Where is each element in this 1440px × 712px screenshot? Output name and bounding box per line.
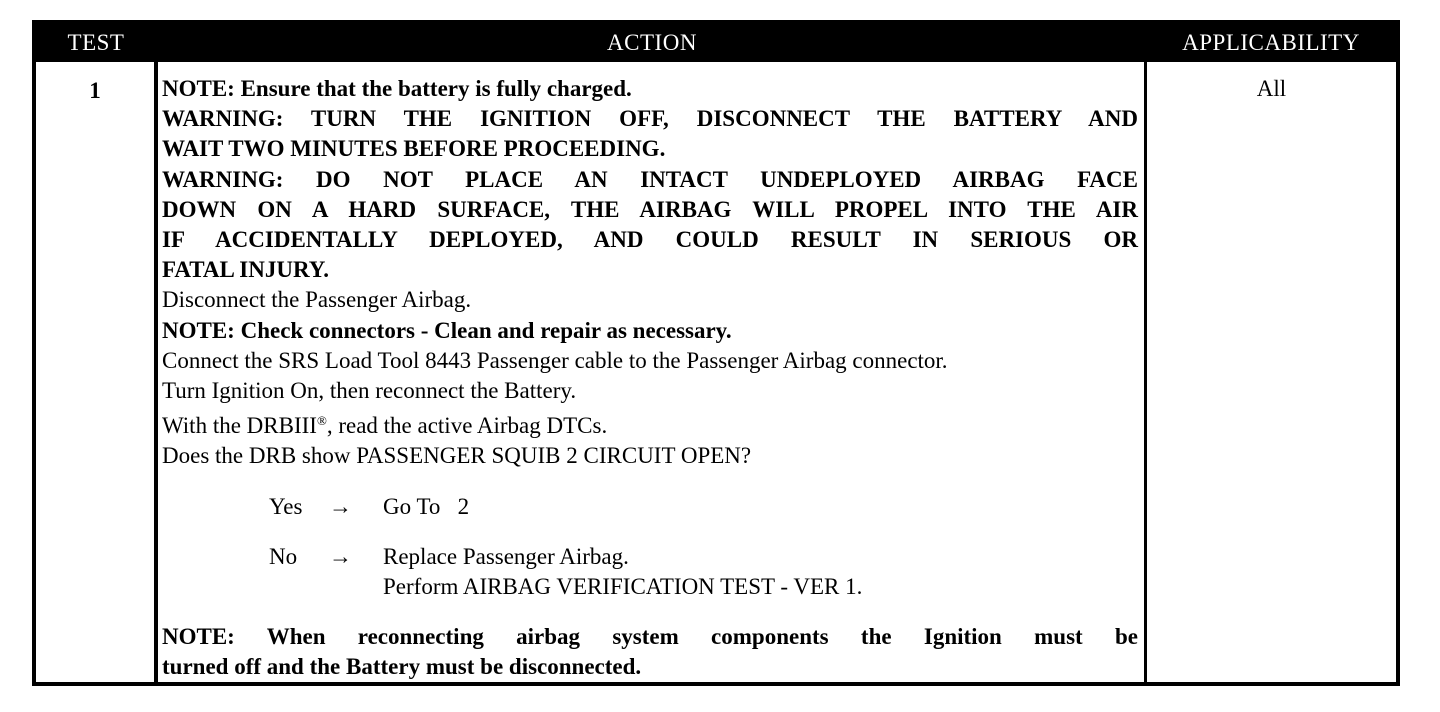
branch-no-label: No	[269, 543, 298, 569]
warning-ignition-line-1: WARNING: TURN THE IGNITION OFF, DISCONNECT THE BATTERY AND	[162, 106, 1138, 132]
branch-no-result-line-1: Replace Passenger Airbag.	[383, 543, 629, 569]
branch-no-continued	[269, 572, 1138, 602]
branch-yes	[269, 492, 1138, 522]
header-test: TEST	[67, 30, 125, 55]
step-disconnect-airbag: Disconnect the Passenger Airbag.	[162, 287, 472, 313]
branch-no-result-line-2: Perform AIRBAG VERIFICATION TEST - VER 1.	[383, 573, 863, 599]
branch-no	[269, 542, 1138, 572]
column-divider-test-action	[154, 62, 158, 682]
warning-airbag-line-1: WARNING: DO NOT PLACE AN INTACT UNDEPLOYED AIRBAG FACE	[162, 166, 1138, 192]
diagnostic-question: Does the DRB show PASSENGER SQUIB 2 CIRCUIT OPEN?	[162, 443, 752, 469]
arrow-right-icon: →	[329, 543, 352, 569]
warning-airbag-line-2: DOWN ON A HARD SURFACE, THE AIRBAG WILL PROPEL INTO THE AIR	[162, 196, 1138, 222]
applicability-value: All	[1256, 76, 1287, 101]
test-number: 1	[89, 78, 101, 103]
warning-airbag-line-4: FATAL INJURY.	[162, 257, 330, 283]
note-reconnecting-line-2: turned off and the Battery must be disconnected.	[162, 653, 642, 679]
note-battery-charged: NOTE: Ensure that the battery is fully charged.	[162, 76, 632, 101]
warning-ignition-line-2: WAIT TWO MINUTES BEFORE PROCEEDING.	[162, 136, 666, 162]
step-read-dtcs-suffix: , read the active Airbag DTCs.	[326, 413, 608, 439]
note-check-connectors: NOTE: Check connectors - Clean and repair as necessary.	[162, 317, 732, 343]
diagnostic-table	[32, 20, 1400, 686]
registered-mark: ®	[316, 413, 327, 429]
step-read-dtcs-prefix: With the DRBIII	[162, 413, 317, 439]
step-connect-load-tool: Connect the SRS Load Tool 8443 Passenger cable to the Passenger Airbag connector.	[162, 347, 948, 373]
note-reconnecting-line-1: NOTE: When reconnecting airbag system components the Ignition must be	[162, 623, 1138, 649]
warning-airbag-line-3: IF ACCIDENTALLY DEPLOYED, AND COULD RESULT IN SERIOUS OR	[162, 227, 1138, 253]
header-applicability: APPLICABILITY	[1182, 30, 1360, 55]
branch-yes-label: Yes	[269, 493, 303, 519]
column-divider-action-applicability	[1144, 62, 1147, 682]
step-ignition-on: Turn Ignition On, then reconnect the Battery.	[162, 378, 577, 404]
arrow-right-icon: →	[329, 493, 352, 519]
header-action: ACTION	[607, 30, 697, 55]
table-header-row	[36, 24, 1396, 62]
step-read-dtcs	[162, 406, 1138, 441]
action-cell	[162, 74, 1138, 682]
branch-yes-result: Go To 2	[383, 493, 470, 519]
